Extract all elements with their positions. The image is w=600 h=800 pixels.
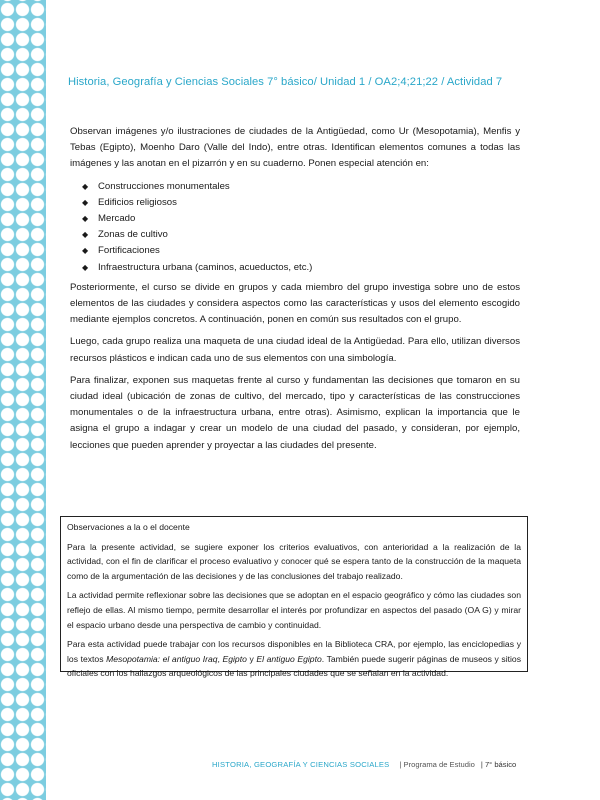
page-footer [212, 760, 542, 769]
footer-program: | Programa de Estudio [399, 760, 475, 769]
bullet-icon: ◆ [82, 246, 89, 256]
activity-content [70, 124, 520, 460]
teacher-observations-box [60, 516, 528, 679]
observations-paragraph: Para esta actividad puede trabajar con los recursos disponibles en la Biblioteca CRA, por ejemplo, las enciclopedias y los textos Mesopotamia: el antiguo Iraq, Egipto y El antiguo Egipto. También puede sugerir páginas de museos y sitios oficiales con los hallazgos arqueológicos de las principales ciudades que se señalan en la actividad. [67, 639, 521, 679]
presentation-paragraph: Para finalizar, exponen sus maquetas frente al curso y fundamentan las decisiones que tomaron en su ciudad ideal (ubicación de zonas de cultivo, del mercado, tipo y características de las construcciones monumentales o de la infraestructura urbana, entre otras). Asimismo, explican la importancia que le asigna el grupo a indagar y crear un modelo de una ciudad del pasado, y consideran, por ejemplo, lecciones que pueden aprender y proyectar a las ciudades del presente. [70, 374, 520, 451]
page-header: Historia, Geografía y Ciencias Sociales 7° básico/ Unidad 1 / OA2;4;21;22 / Actividad 7 [68, 76, 503, 88]
intro-paragraph: Observan imágenes y/o ilustraciones de ciudades de la Antigüedad, como Ur (Mesopotamia), Menfis y Tebas (Egipto), Moenho Daro (Valle del Indo), entre otras. Identifican elementos comunes a todas las imágenes y las anotan en el pizarrón y en su cuaderno. Ponen especial atención en: [70, 126, 520, 170]
bullet-icon: ◆ [82, 214, 89, 224]
group-work-paragraph: Posteriormente, el curso se divide en grupos y cada miembro del grupo investiga sobre uno de estos elementos de las ciudades y considera aspectos como las características y usos del elemento escogido mediante ejemplos concretos. A continuación, ponen en común sus resultados con el grupo. [70, 281, 520, 326]
list-item: ◆ Zonas de cultivo [70, 227, 520, 243]
bullet-icon: ◆ [82, 181, 89, 191]
bullet-icon: ◆ [82, 262, 89, 272]
book-title: El antiguo Egipto [256, 653, 322, 664]
model-paragraph: Luego, cada grupo realiza una maqueta de una ciudad ideal de la Antigüedad. Para ello, utilizan diversos recursos plásticos e indican cada uno de sus elementos con una simbología. [70, 336, 520, 364]
bullet-icon: ◆ [82, 197, 89, 207]
list-item: ◆ Mercado [70, 211, 520, 227]
observations-paragraph: La actividad permite reflexionar sobre las decisiones que se adoptan en el espacio geográfico y cómo las ciudades son reflejo de ellas. Al mismo tiempo, permite desarrollar el interés por profundizar en aspectos del pasado (OA G) y mirar el espacio urbano desde una perspectiva de cambio y continuidad. [67, 590, 521, 630]
observations-title: Observaciones a la o el docente [67, 522, 190, 532]
book-title: Mesopotamia: el antiguo Iraq [106, 653, 218, 664]
list-item: ◆ Construcciones monumentales [70, 179, 520, 195]
list-item: ◆ Edificios religiosos [70, 195, 520, 211]
observations-paragraph: Para la presente actividad, se sugiere exponer los criterios evaluativos, con anterioridad a la realización de la actividad, con el fin de clarificar el proceso evaluativo y conocer qué se espera tanto de la construcción de la maqueta como de la argumentación de las decisiones y de las conclusiones del trabajo realizado. [67, 541, 521, 581]
footer-grade: | 7° básico [480, 760, 517, 769]
footer-course: HISTORIA, GEOGRAFÍA Y CIENCIAS SOCIALES [212, 760, 390, 769]
element-list [70, 179, 520, 276]
list-item: ◆ Fortificaciones [70, 243, 520, 259]
list-item: ◆ Infraestructura urbana (caminos, acueductos, etc.) [70, 260, 520, 276]
decorative-dot-strip [0, 0, 46, 800]
bullet-icon: ◆ [82, 230, 89, 240]
book-title: Egipto [222, 653, 247, 664]
